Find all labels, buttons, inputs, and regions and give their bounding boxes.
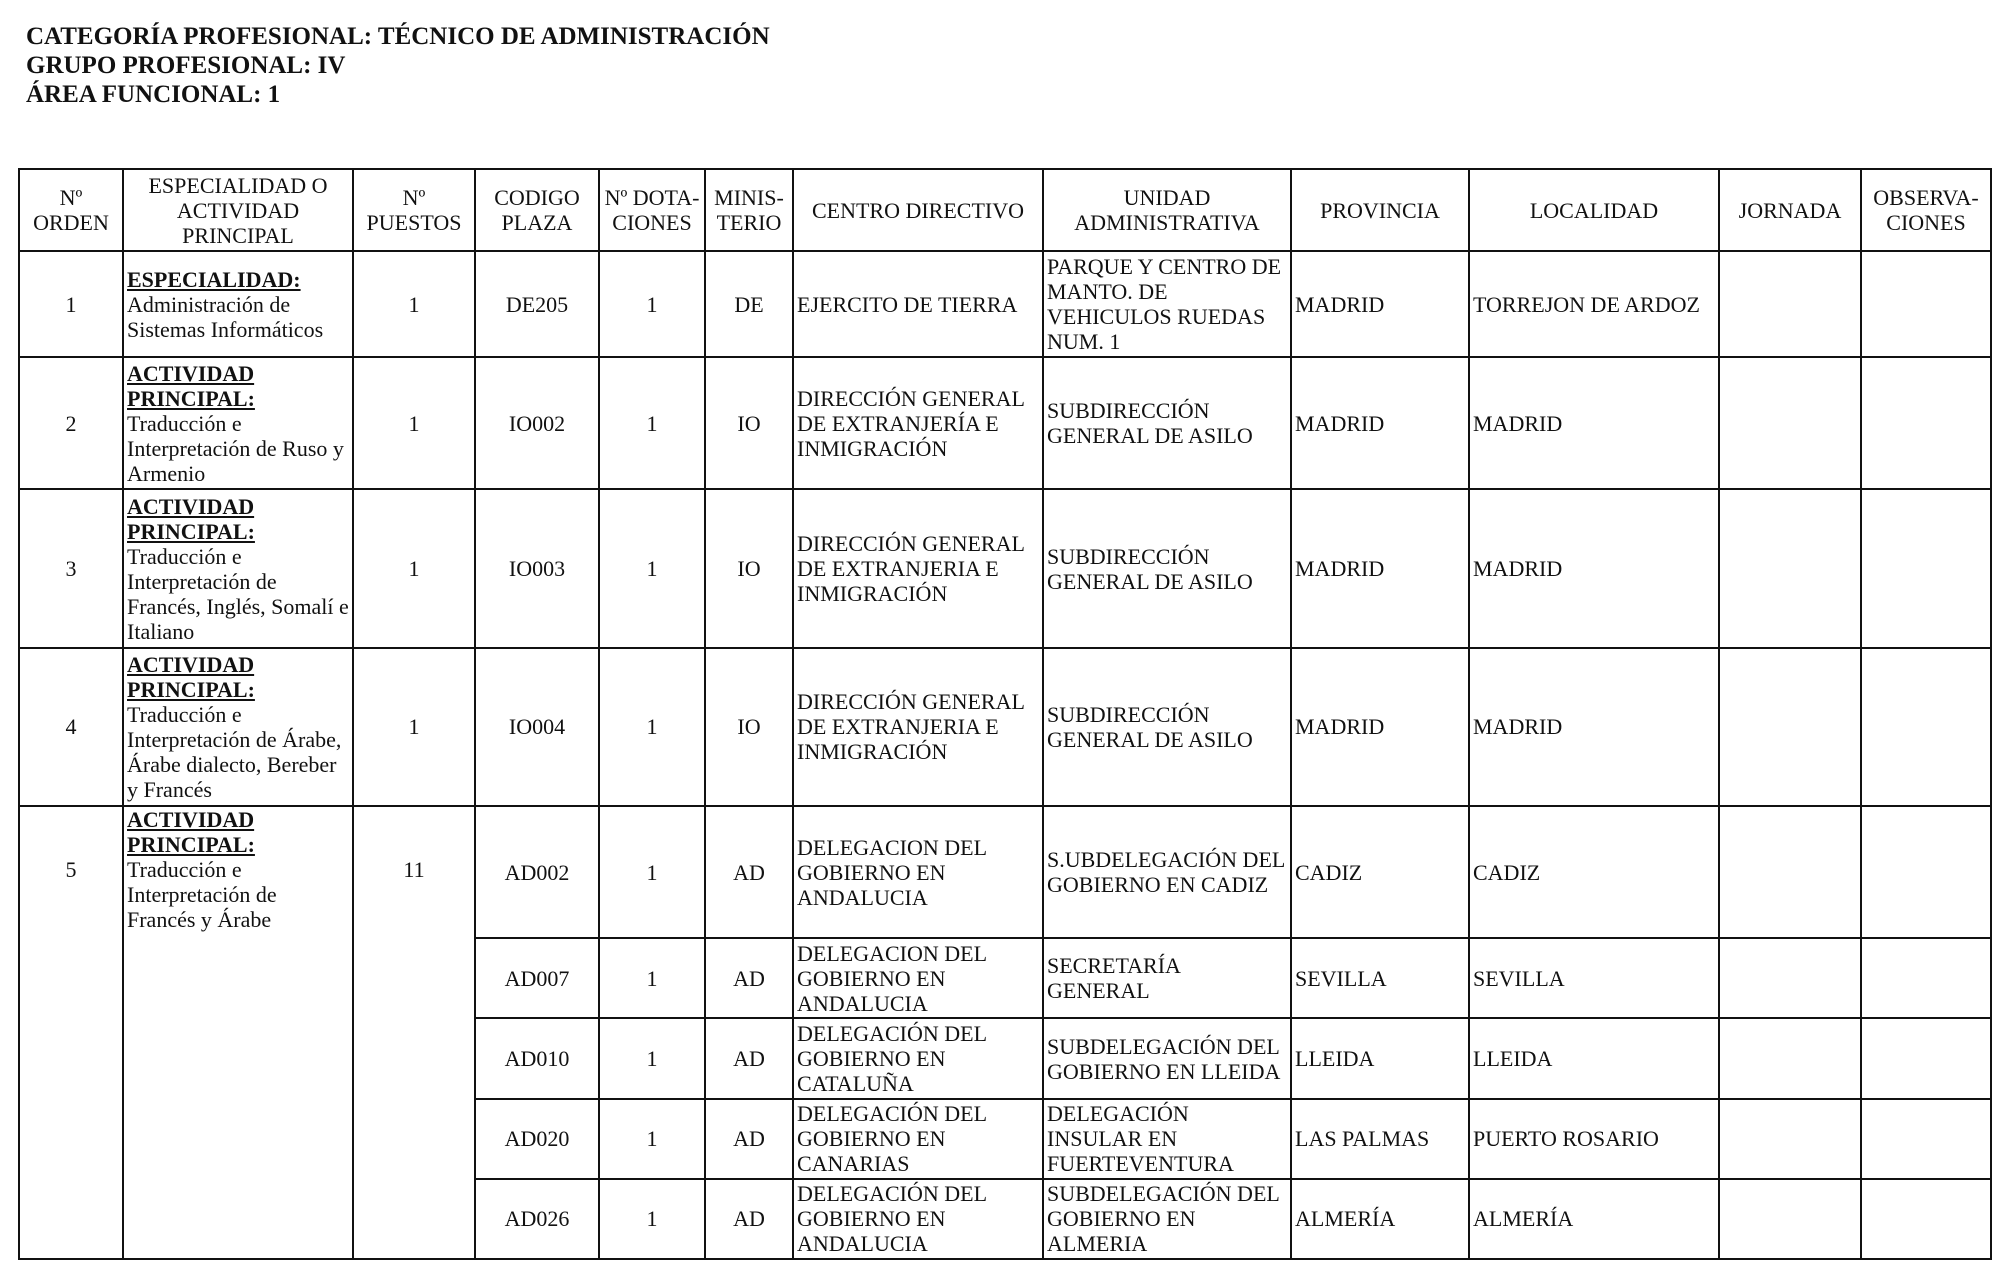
cell-observaciones xyxy=(1861,648,1991,806)
cell-especialidad-desc: Traducción e Interpretación de Francés y Árabe xyxy=(127,857,277,933)
cell-jornada xyxy=(1719,357,1861,489)
table-row xyxy=(19,251,1991,357)
cell-dotaciones: 1 xyxy=(599,357,705,489)
cell-codigo: IO003 xyxy=(475,489,599,647)
cell-jornada xyxy=(1719,938,1861,1018)
cell-jornada xyxy=(1719,806,1861,938)
header-dotaciones: Nº DOTA-CIONES xyxy=(599,169,705,251)
table-row xyxy=(19,489,1991,647)
cell-dotaciones: 1 xyxy=(599,489,705,647)
cell-especialidad-label: ESPECIALIDAD: xyxy=(127,266,301,292)
cell-centro: DELEGACION DEL GOBIERNO EN ANDALUCIA xyxy=(793,806,1043,938)
cell-unidad: SECRETARÍA GENERAL xyxy=(1043,938,1291,1018)
cell-especialidad-label: ACTIVIDAD PRINCIPAL: xyxy=(127,493,255,544)
header-observaciones: OBSERVA-CIONES xyxy=(1861,169,1991,251)
cell-localidad: SEVILLA xyxy=(1469,938,1719,1018)
area-title: ÁREA FUNCIONAL: 1 xyxy=(26,81,281,108)
cell-codigo: IO004 xyxy=(475,648,599,806)
cell-observaciones xyxy=(1861,357,1991,489)
cell-jornada xyxy=(1719,1099,1861,1179)
cell-jornada xyxy=(1719,489,1861,647)
header-jornada: JORNADA xyxy=(1719,169,1861,251)
cell-localidad: ALMERÍA xyxy=(1469,1179,1719,1259)
cell-codigo: AD002 xyxy=(475,806,599,938)
cell-ministerio: AD xyxy=(705,1099,793,1179)
cell-localidad: MADRID xyxy=(1469,357,1719,489)
document-heading xyxy=(26,22,770,109)
cell-observaciones xyxy=(1861,1179,1991,1259)
header-provincia: PROVINCIA xyxy=(1291,169,1469,251)
cell-centro: DELEGACIÓN DEL GOBIERNO EN CATALUÑA xyxy=(793,1018,1043,1098)
cell-ministerio: DE xyxy=(705,251,793,357)
header-unidad: UNIDAD ADMINISTRATIVA xyxy=(1043,169,1291,251)
cell-especialidad xyxy=(123,489,353,647)
header-puestos: Nº PUESTOS xyxy=(353,169,475,251)
cell-centro: DIRECCIÓN GENERAL DE EXTRANJERIA E INMIGRACIÓN xyxy=(793,648,1043,806)
cell-ministerio: IO xyxy=(705,357,793,489)
cell-centro: EJERCITO DE TIERRA xyxy=(793,251,1043,357)
cell-puestos: 1 xyxy=(353,648,475,806)
cell-provincia: MADRID xyxy=(1291,251,1469,357)
cell-ministerio: IO xyxy=(705,489,793,647)
cell-dotaciones: 1 xyxy=(599,938,705,1018)
cell-observaciones xyxy=(1861,938,1991,1018)
cell-centro: DELEGACION DEL GOBIERNO EN ANDALUCIA xyxy=(793,938,1043,1018)
cell-especialidad xyxy=(123,648,353,806)
cell-provincia: MADRID xyxy=(1291,357,1469,489)
cell-dotaciones: 1 xyxy=(599,251,705,357)
cell-provincia: CADIZ xyxy=(1291,806,1469,938)
cell-localidad: LLEIDA xyxy=(1469,1018,1719,1098)
header-codigo: CODIGO PLAZA xyxy=(475,169,599,251)
positions-table xyxy=(18,168,1992,1260)
cell-especialidad xyxy=(123,251,353,357)
cell-unidad: S.UBDELEGACIÓN DEL GOBIERNO EN CADIZ xyxy=(1043,806,1291,938)
cell-puestos: 11 xyxy=(353,806,475,1259)
cell-especialidad-label: ACTIVIDAD PRINCIPAL: xyxy=(127,651,255,702)
group-title: GRUPO PROFESIONAL: IV xyxy=(26,52,346,79)
cell-provincia: MADRID xyxy=(1291,648,1469,806)
cell-puestos: 1 xyxy=(353,357,475,489)
cell-ministerio: IO xyxy=(705,648,793,806)
cell-codigo: AD007 xyxy=(475,938,599,1018)
header-centro: CENTRO DIRECTIVO xyxy=(793,169,1043,251)
cell-puestos: 1 xyxy=(353,251,475,357)
cell-unidad: SUBDELEGACIÓN DEL GOBIERNO EN ALMERIA xyxy=(1043,1179,1291,1259)
cell-ministerio: AD xyxy=(705,806,793,938)
category-title: CATEGORÍA PROFESIONAL: TÉCNICO DE ADMINISTRACIÓN xyxy=(26,23,770,50)
header-especialidad: ESPECIALIDAD O ACTIVIDAD PRINCIPAL xyxy=(123,169,353,251)
cell-unidad: SUBDIRECCIÓN GENERAL DE ASILO xyxy=(1043,648,1291,806)
cell-orden: 1 xyxy=(19,251,123,357)
cell-ministerio: AD xyxy=(705,1018,793,1098)
cell-dotaciones: 1 xyxy=(599,648,705,806)
cell-observaciones xyxy=(1861,1018,1991,1098)
cell-provincia: MADRID xyxy=(1291,489,1469,647)
cell-especialidad-desc: Traducción e Interpretación de Árabe, Árabe dialecto, Bereber y Francés xyxy=(127,701,342,802)
table-header-row xyxy=(19,169,1991,251)
cell-jornada xyxy=(1719,1179,1861,1259)
table-row xyxy=(19,806,1991,938)
cell-localidad: MADRID xyxy=(1469,648,1719,806)
cell-orden: 3 xyxy=(19,489,123,647)
cell-provincia: LLEIDA xyxy=(1291,1018,1469,1098)
cell-especialidad-desc: Administración de Sistemas Informáticos xyxy=(127,291,324,342)
cell-observaciones xyxy=(1861,1099,1991,1179)
cell-provincia: SEVILLA xyxy=(1291,938,1469,1018)
cell-provincia: LAS PALMAS xyxy=(1291,1099,1469,1179)
cell-unidad: PARQUE Y CENTRO DE MANTO. DE VEHICULOS RUEDAS NUM. 1 xyxy=(1043,251,1291,357)
cell-localidad: PUERTO ROSARIO xyxy=(1469,1099,1719,1179)
cell-centro: DIRECCIÓN GENERAL DE EXTRANJERIA E INMIGRACIÓN xyxy=(793,489,1043,647)
header-orden: Nº ORDEN xyxy=(19,169,123,251)
cell-centro: DELEGACIÓN DEL GOBIERNO EN CANARIAS xyxy=(793,1099,1043,1179)
header-ministerio: MINIS-TERIO xyxy=(705,169,793,251)
cell-codigo: AD026 xyxy=(475,1179,599,1259)
cell-jornada xyxy=(1719,1018,1861,1098)
cell-unidad: SUBDIRECCIÓN GENERAL DE ASILO xyxy=(1043,357,1291,489)
cell-unidad: DELEGACIÓN INSULAR EN FUERTEVENTURA xyxy=(1043,1099,1291,1179)
cell-dotaciones: 1 xyxy=(599,1018,705,1098)
cell-observaciones xyxy=(1861,806,1991,938)
cell-observaciones xyxy=(1861,251,1991,357)
header-localidad: LOCALIDAD xyxy=(1469,169,1719,251)
cell-especialidad-label: ACTIVIDAD PRINCIPAL: xyxy=(127,360,255,411)
cell-orden: 2 xyxy=(19,357,123,489)
cell-jornada xyxy=(1719,648,1861,806)
cell-localidad: CADIZ xyxy=(1469,806,1719,938)
cell-jornada xyxy=(1719,251,1861,357)
cell-dotaciones: 1 xyxy=(599,1099,705,1179)
cell-codigo: AD010 xyxy=(475,1018,599,1098)
cell-puestos: 1 xyxy=(353,489,475,647)
table-row xyxy=(19,357,1991,489)
cell-localidad: MADRID xyxy=(1469,489,1719,647)
cell-observaciones xyxy=(1861,489,1991,647)
cell-codigo: DE205 xyxy=(475,251,599,357)
cell-orden: 4 xyxy=(19,648,123,806)
cell-dotaciones: 1 xyxy=(599,806,705,938)
cell-unidad: SUBDIRECCIÓN GENERAL DE ASILO xyxy=(1043,489,1291,647)
cell-ministerio: AD xyxy=(705,1179,793,1259)
cell-provincia: ALMERÍA xyxy=(1291,1179,1469,1259)
cell-dotaciones: 1 xyxy=(599,1179,705,1259)
cell-centro: DIRECCIÓN GENERAL DE EXTRANJERÍA E INMIGRACIÓN xyxy=(793,357,1043,489)
cell-unidad: SUBDELEGACIÓN DEL GOBIERNO EN LLEIDA xyxy=(1043,1018,1291,1098)
cell-codigo: AD020 xyxy=(475,1099,599,1179)
cell-especialidad xyxy=(123,357,353,489)
cell-localidad: TORREJON DE ARDOZ xyxy=(1469,251,1719,357)
cell-especialidad-desc: Traducción e Interpretación de Francés, Inglés, Somalí e Italiano xyxy=(127,543,349,644)
cell-especialidad-label: ACTIVIDAD PRINCIPAL: xyxy=(127,807,255,858)
table-row xyxy=(19,648,1991,806)
cell-centro: DELEGACIÓN DEL GOBIERNO EN ANDALUCIA xyxy=(793,1179,1043,1259)
cell-orden: 5 xyxy=(19,806,123,1259)
cell-codigo: IO002 xyxy=(475,357,599,489)
cell-especialidad xyxy=(123,806,353,1259)
cell-especialidad-desc: Traducción e Interpretación de Ruso y Armenio xyxy=(127,410,344,486)
cell-ministerio: AD xyxy=(705,938,793,1018)
